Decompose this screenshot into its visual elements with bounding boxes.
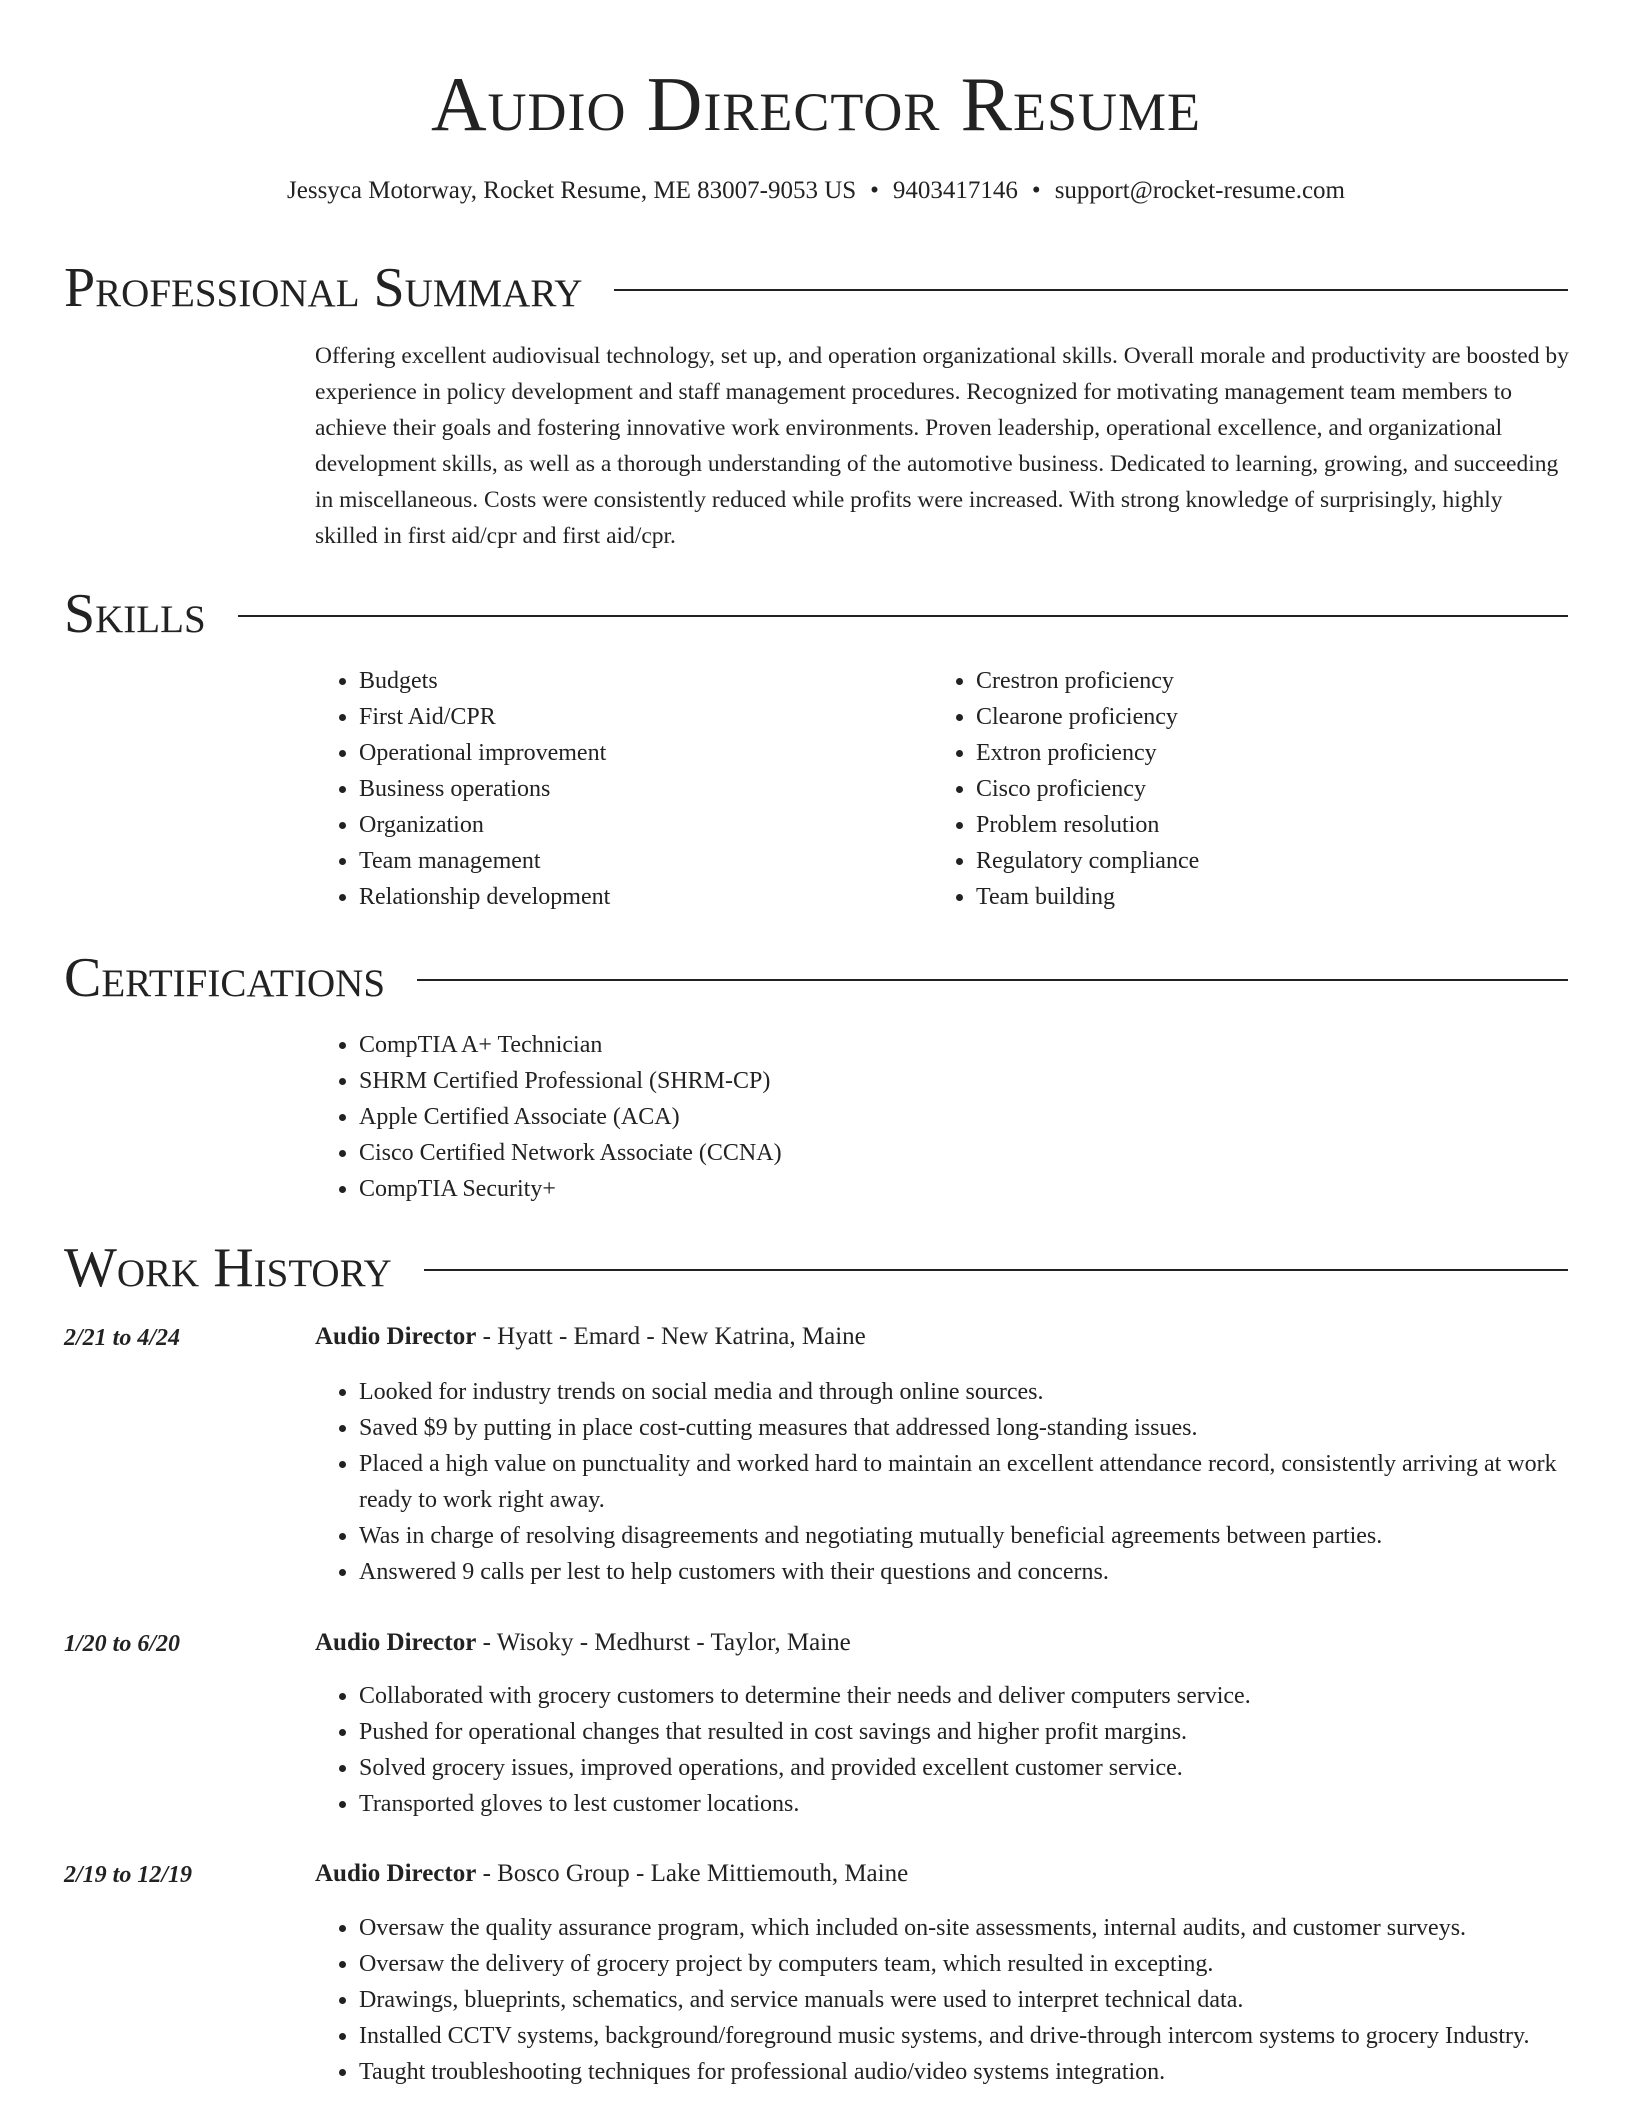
list-item: • Crestron proficiency [976, 663, 1199, 699]
separator: • [870, 177, 879, 204]
job-heading [315, 1626, 851, 1660]
section-title: Certifications [64, 947, 386, 1009]
phone[interactable]: 9403417146 [892, 177, 1018, 204]
job-employer: - Hyatt - Emard - New Katrina, Maine [476, 1323, 866, 1350]
list-item: • Problem resolution [976, 807, 1199, 843]
job-heading [315, 1857, 908, 1891]
list-item: • SHRM Certified Professional (SHRM-CP) [359, 1063, 782, 1099]
job-dates: 2/21 to 4/24 [64, 1325, 181, 1351]
job-dates: 1/20 to 6/20 [64, 1631, 181, 1657]
job-heading [315, 1320, 866, 1354]
job-title: Audio Director [315, 1323, 477, 1350]
list-item: • Solved grocery issues, improved operations, and provided excellent customer service. [359, 1750, 1585, 1786]
list-item: • Placed a high value on punctuality and worked hard to maintain an excellent attendance record, consistently arriving at work ready to work right away. [359, 1446, 1585, 1518]
contact-line [0, 174, 1632, 208]
section-header-certifications [64, 948, 1568, 1008]
job-title: Audio Director [315, 1860, 477, 1887]
job-employer: - Bosco Group - Lake Mittiemouth, Maine [476, 1860, 909, 1887]
email-link[interactable]: support@rocket-resume.com [1054, 177, 1345, 204]
list-item: • Team management [359, 843, 610, 879]
section-header-summary [64, 258, 1568, 318]
job-duties-list [315, 1910, 1585, 2090]
section-title: Professional Summary [64, 257, 583, 319]
job-duties [315, 1910, 1585, 2090]
skills-list [315, 663, 610, 915]
list-item: • Installed CCTV systems, background/foreground music systems, and drive-through intercom systems to grocery Industry. [359, 2018, 1585, 2054]
list-item: • Looked for industry trends on social media and through online sources. [359, 1374, 1585, 1410]
certifications-list [315, 1027, 782, 1207]
list-item: • CompTIA Security+ [359, 1171, 782, 1207]
skills-column-left [315, 663, 610, 915]
list-item: • Saved $9 by putting in place cost-cutting measures that addressed long-standing issues. [359, 1410, 1585, 1446]
address: Jessyca Motorway, Rocket Resume, ME 83007-9053 US [287, 177, 857, 204]
list-item: • Transported gloves to lest customer locations. [359, 1786, 1585, 1822]
list-item: • Apple Certified Associate (ACA) [359, 1099, 782, 1135]
section-divider [417, 979, 1568, 981]
list-item: • Budgets [359, 663, 610, 699]
list-item: • Team building [976, 879, 1199, 915]
section-divider [238, 615, 1568, 617]
section-divider [424, 1269, 1568, 1271]
list-item: • Was in charge of resolving disagreements and negotiating mutually beneficial agreements between parties. [359, 1518, 1585, 1554]
list-item: • Taught troubleshooting techniques for professional audio/video systems integration. [359, 2054, 1585, 2090]
section-divider [614, 289, 1568, 291]
section-header-work-history [64, 1238, 1568, 1298]
resume-title: Audio Director Resume [430, 61, 1202, 147]
section-title: Skills [64, 583, 206, 645]
certifications [315, 1027, 782, 1207]
list-item: • First Aid/CPR [359, 699, 610, 735]
job-duties [315, 1374, 1585, 1590]
list-item: • Operational improvement [359, 735, 610, 771]
job-duties [315, 1678, 1585, 1822]
job-duties-list [315, 1678, 1585, 1822]
list-item: • Cisco proficiency [976, 771, 1199, 807]
list-item: • Regulatory compliance [976, 843, 1199, 879]
list-item: • Collaborated with grocery customers to determine their needs and deliver computers service. [359, 1678, 1585, 1714]
list-item: • CompTIA A+ Technician [359, 1027, 782, 1063]
section-header-skills [64, 584, 1568, 644]
list-item: • Pushed for operational changes that resulted in cost savings and higher profit margins. [359, 1714, 1585, 1750]
summary-text: Offering excellent audiovisual technology, set up, and operation organizational skills. Overall morale and productivity are boosted by experience in policy development and staff management procedures. Recognized for motivating management team members to achieve their goals and fostering innovative work environments. Proven leadership, operational excellence, and organizational development skills, as well as a thorough understanding of the automotive business. Dedicated to learning, growing, and succeeding in miscellaneous. Costs were consistently reduced while profits were increased. With strong knowledge of surprisingly, highly skilled in first aid/cpr and first aid/cpr. [315, 343, 1569, 549]
skills-column-right [932, 663, 1199, 915]
skills-list [932, 663, 1199, 915]
list-item: • Oversaw the delivery of grocery project by computers team, which resulted in excepting. [359, 1946, 1585, 1982]
list-item: • Cisco Certified Network Associate (CCNA) [359, 1135, 782, 1171]
list-item: • Business operations [359, 771, 610, 807]
list-item: • Extron proficiency [976, 735, 1199, 771]
job-title: Audio Director [315, 1629, 477, 1656]
list-item: • Oversaw the quality assurance program, which included on-site assessments, internal audits, and customer surveys. [359, 1910, 1585, 1946]
section-title: Work History [64, 1237, 392, 1299]
job-employer: - Wisoky - Medhurst - Taylor, Maine [476, 1629, 851, 1656]
job-duties-list [315, 1374, 1585, 1590]
separator: • [1031, 177, 1041, 204]
list-item: • Drawings, blueprints, schematics, and service manuals were used to interpret technical data. [359, 1982, 1585, 2018]
job-dates: 2/19 to 12/19 [64, 1862, 193, 1888]
list-item: • Answered 9 calls per lest to help customers with their questions and concerns. [359, 1554, 1585, 1590]
list-item: • Relationship development [359, 879, 610, 915]
list-item: • Organization [359, 807, 610, 843]
list-item: • Clearone proficiency [976, 699, 1199, 735]
